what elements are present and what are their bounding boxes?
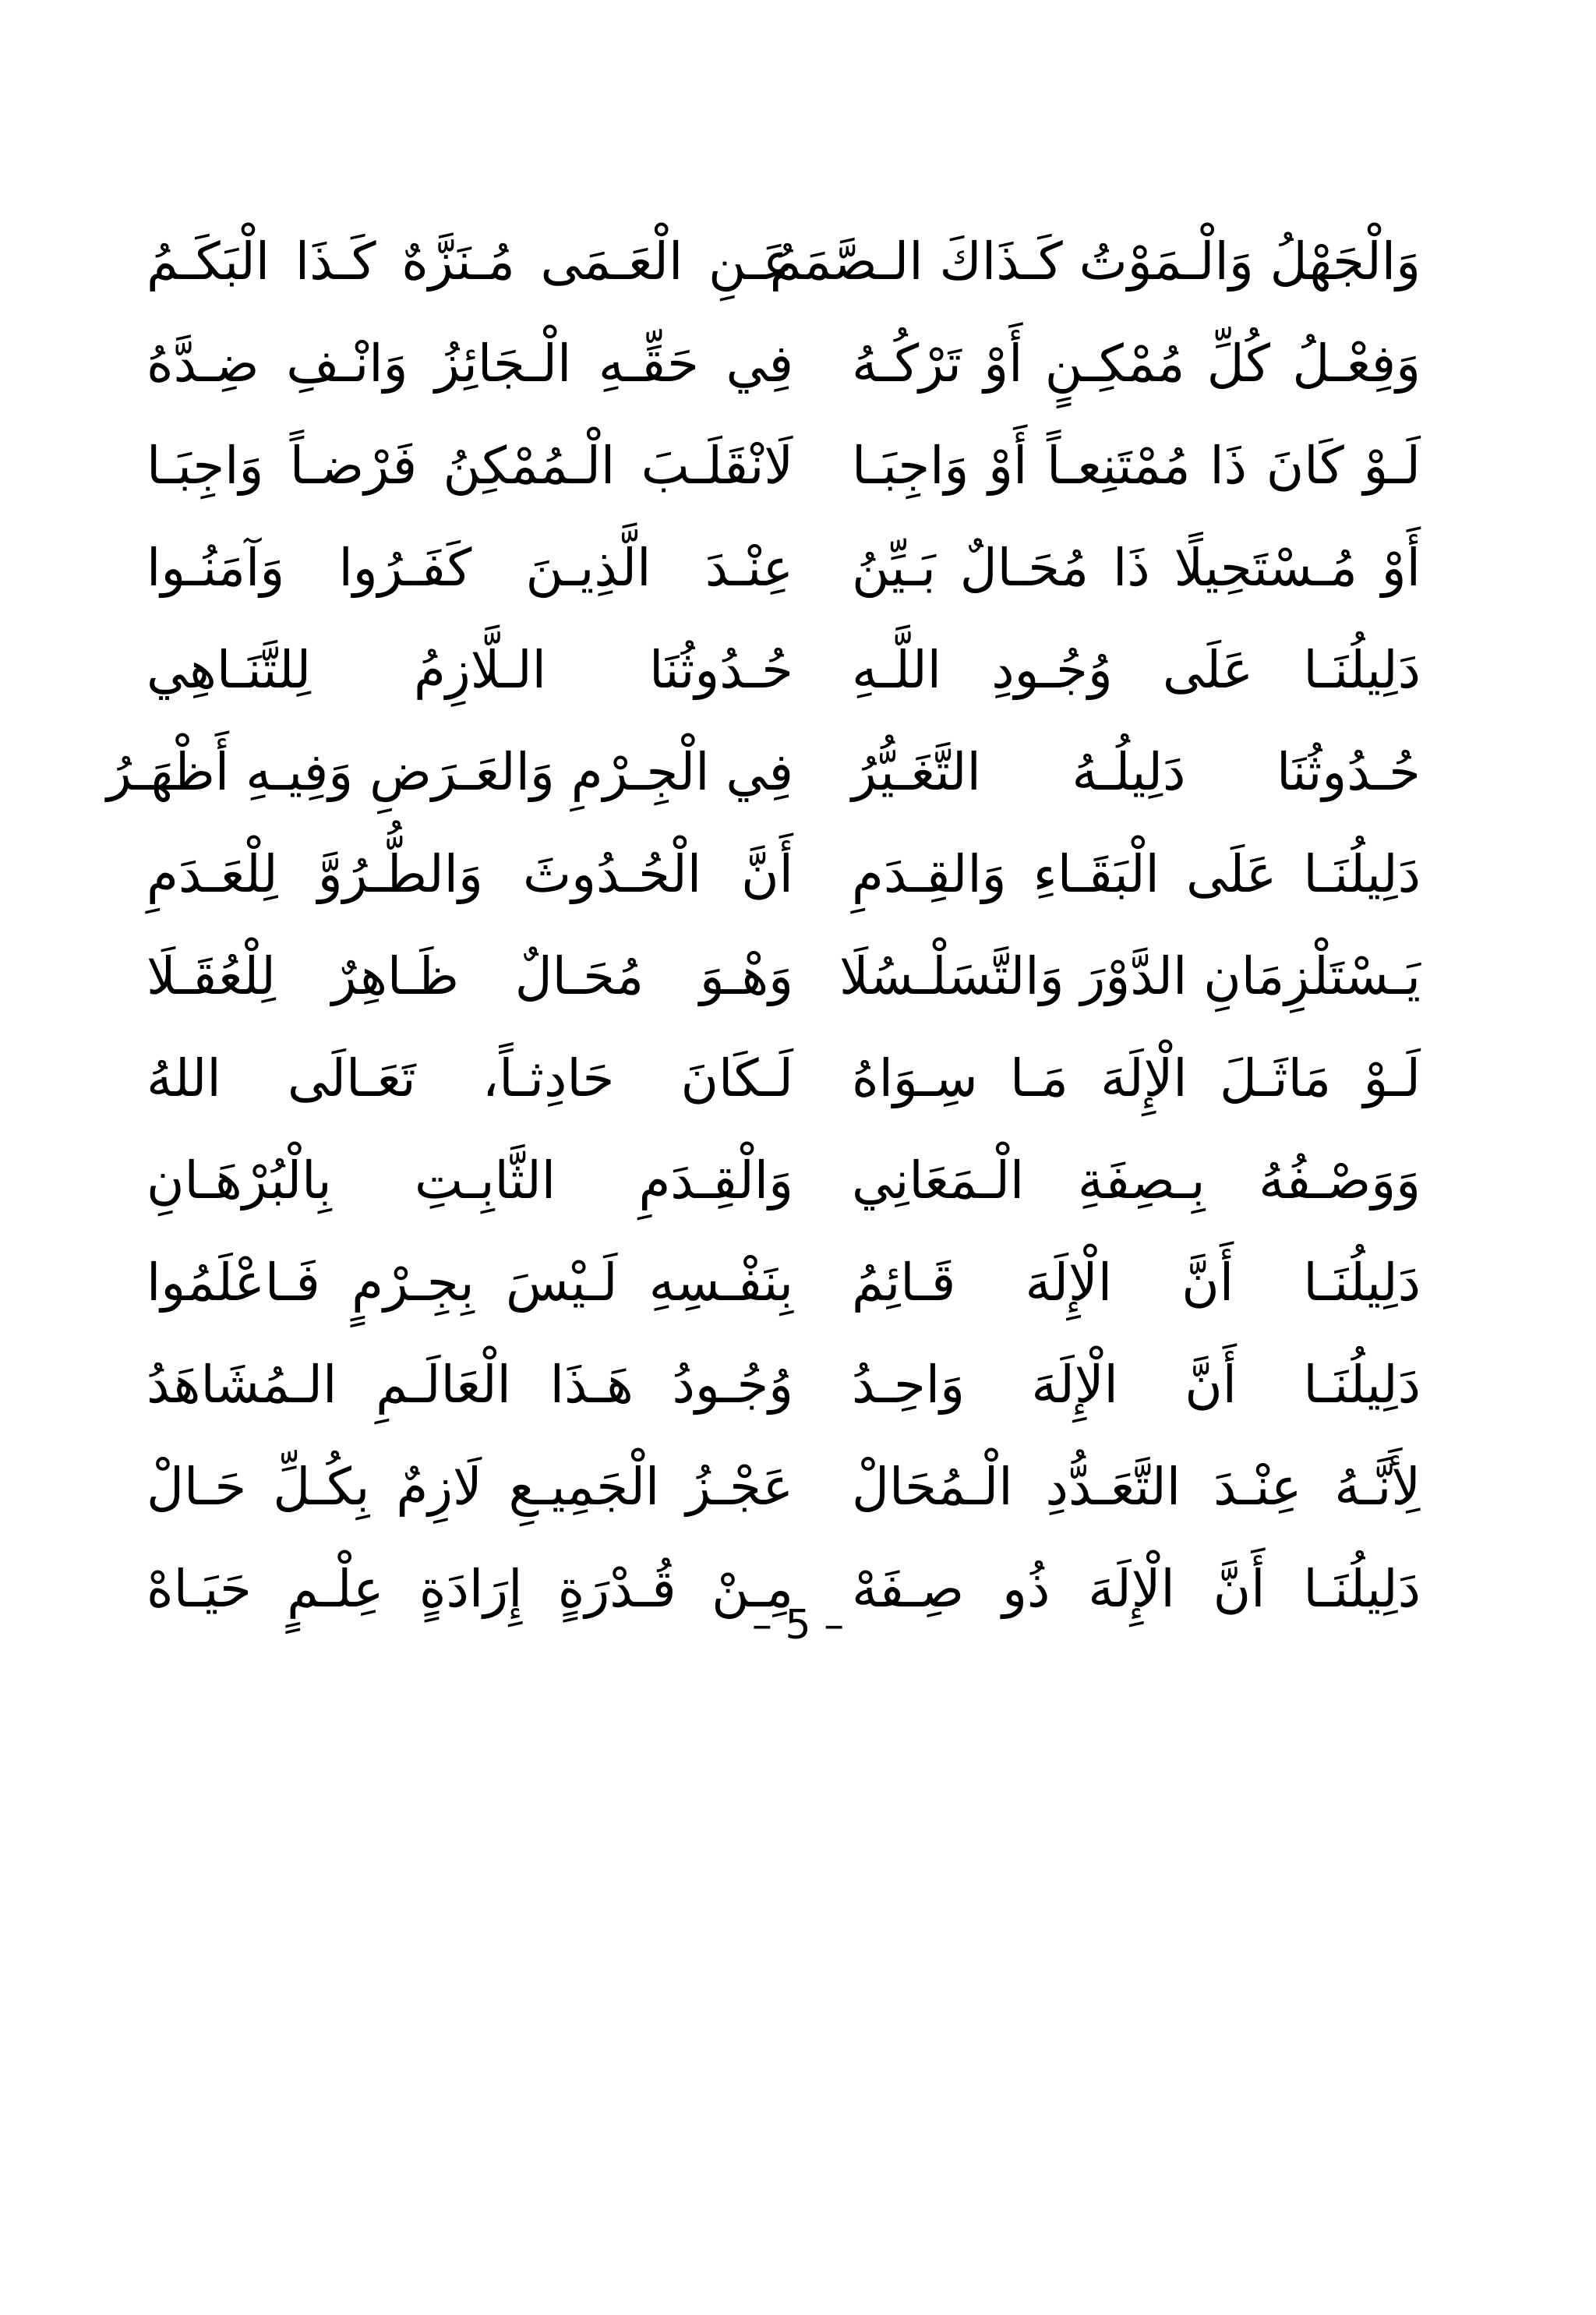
verse-line: [0, 1334, 1596, 1436]
second-hemistich: حُـدُوثُنَا الـلَّازِمُ لِلتَّنَـاهِي: [147, 640, 793, 700]
verse-line: [0, 619, 1596, 721]
verse-line: [0, 313, 1596, 415]
verse-line: [0, 210, 1596, 313]
first-hemistich: لِأَنَّـهُ عِنْـدَ التَّعَـدُّدِ الْـمُحَالْ: [852, 1457, 1421, 1517]
second-hemistich: فِي الْجِـرْمِ وَالعَـرَضِ وَفِيـهِ أَظْهَـرُ: [107, 742, 793, 802]
first-hemistich: دَلِيلُنَـا عَلَى الْبَقَـاءِ وَالقِـدَمِ: [852, 844, 1421, 904]
second-hemistich: أَنَّ الْحُـدُوثَ وَالطُّـرُوَّ لِلْعَـدَمِ: [147, 844, 793, 904]
verse-line: [0, 1027, 1596, 1129]
first-hemistich: دَلِيلُنَـا عَلَى وُجُـودِ اللَّـهِ: [852, 640, 1421, 700]
first-hemistich: حُـدُوثُنَا دَلِيلُـهُ التَّغَـيُّرُ: [852, 742, 1421, 802]
first-hemistich: أَوْ مُـسْتَحِيلًا ذَا مُحَـالٌ بَـيِّنُ: [852, 538, 1421, 598]
verse-line: [0, 517, 1596, 619]
second-hemistich: وُجُـودُ هَـذَا الْعَالَـمِ الـمُشَاهَدُ: [147, 1355, 793, 1415]
first-hemistich: دَلِيلُنَـا أَنَّ الْإِلَهَ ذُو صِـفَهْ: [852, 1559, 1421, 1619]
second-hemistich: فِي حَقِّـهِ الْـجَائِزُ وَانْـفِ ضِـدَّهُ: [147, 334, 793, 394]
second-hemistich: لَانْقَلَـبَ الْـمُمْكِنُ فَرْضـاً وَاجِبَـا: [147, 436, 793, 496]
first-hemistich: لَـوْ كَانَ ذَا مُمْتَنِعـاً أَوْ وَاجِبَـا: [852, 436, 1421, 496]
verse-line: [0, 925, 1596, 1027]
verse-line: [0, 1436, 1596, 1538]
page-number: – 5 –: [751, 1602, 845, 1649]
second-hemistich: لَـكَانَ حَادِثـاً، تَعَـالَى اللهُ: [147, 1048, 793, 1108]
first-hemistich: وَوَصْـفُهُ بِـصِفَةِ الْـمَعَانِي: [852, 1150, 1421, 1211]
verse-line: [0, 1129, 1596, 1232]
verse-line: [0, 823, 1596, 925]
second-hemistich: مِـنْ قُـدْرَةٍ إِرَادَةٍ عِلْـمٍ حَيَـاهْ: [147, 1559, 793, 1619]
first-hemistich: لَـوْ مَاثَـلَ الْإِلَهَ مَـا سِـوَاهُ: [852, 1048, 1421, 1108]
second-hemistich: عِنْـدَ الَّذِيـنَ كَفَـرُوا وَآمَنُـوا: [147, 538, 793, 598]
first-hemistich: يَـسْتَلْزِمَانِ الدَّوْرَ وَالتَّسَلْـسُلَا: [839, 946, 1421, 1006]
first-hemistich: دَلِيلُنَـا أَنَّ الْإِلَهَ وَاحِـدُ: [852, 1355, 1421, 1415]
second-hemistich: وَهْـوَ مُحَـالٌ ظَـاهِرٌ لِلْعُقَـلَا: [147, 946, 793, 1006]
verse-line: [0, 415, 1596, 517]
poem: [0, 210, 1596, 1640]
second-hemistich: بِنَفْـسِهِ لَـيْسَ بِجِـرْمٍ فَـاعْلَمُوا: [147, 1253, 793, 1313]
verse-line: [0, 1232, 1596, 1334]
second-hemistich: وَالْقِـدَمِ الثَّابِـتِ بِالْبُرْهَـانِ: [147, 1150, 793, 1211]
first-hemistich: وَفِعْـلُ كُلِّ مُمْكِـنٍ أَوْ تَرْكُـهُ: [852, 334, 1421, 394]
second-hemistich: عَـنِ الْعَـمَى مُـنَزَّهٌ كَـذَا الْبَكَـمُ: [147, 231, 793, 292]
first-hemistich: وَالْجَهْلُ وَالْـمَوْتُ كَـذَاكَ الـصَّمَمُ: [769, 231, 1421, 292]
first-hemistich: دَلِيلُنَـا أَنَّ الْإِلَهَ قَـائِمُ: [852, 1253, 1421, 1313]
verse-line: [0, 721, 1596, 823]
second-hemistich: عَجْـزُ الْجَمِيـعِ لَازِمٌ بِكُـلِّ حَـالْ: [147, 1457, 793, 1517]
